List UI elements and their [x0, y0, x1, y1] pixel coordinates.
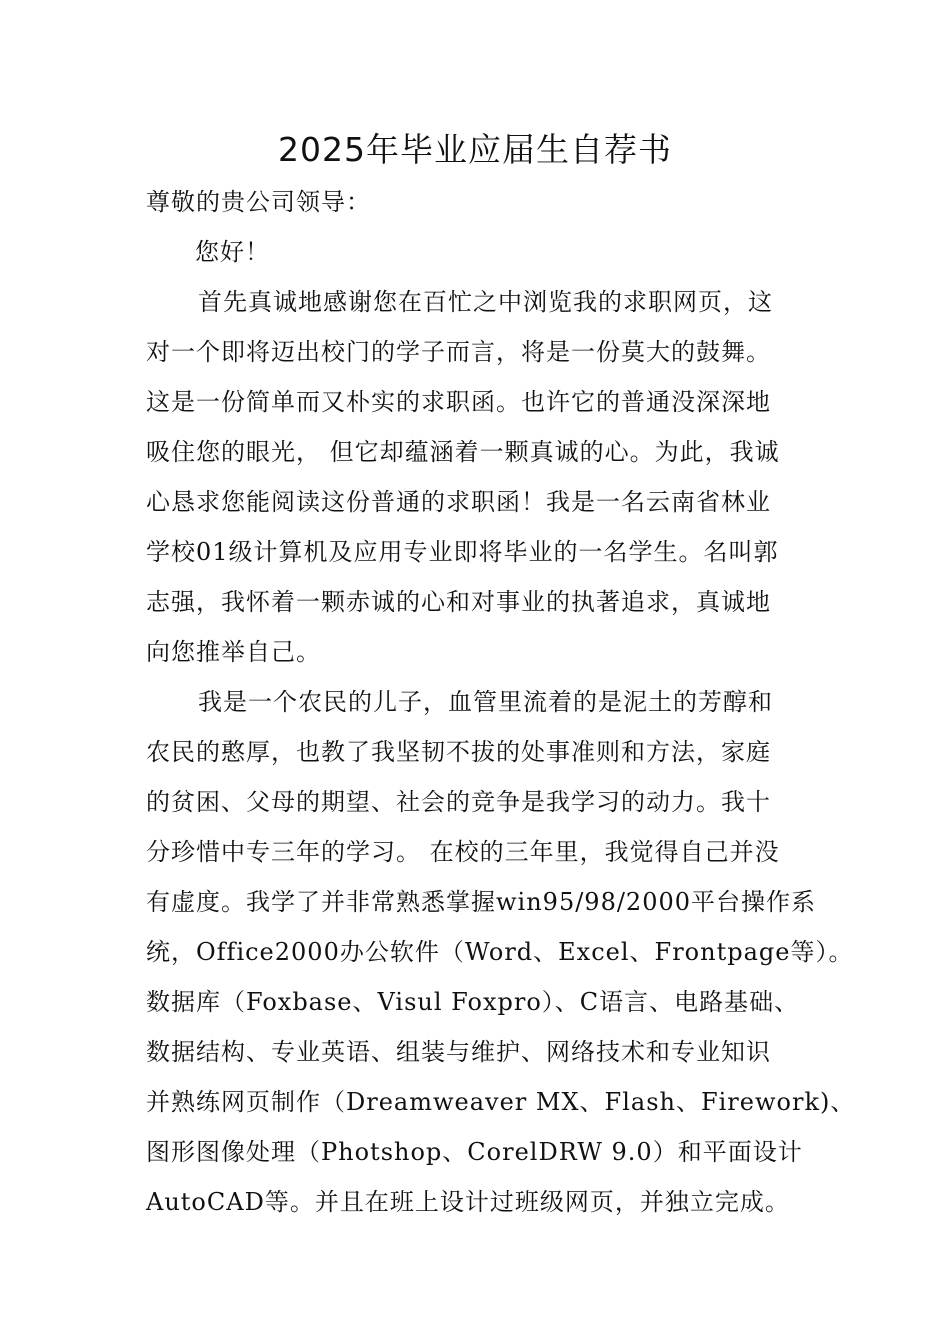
paragraph-line: 首先真诚地感谢您在百忙之中浏览我的求职网页，这 [198, 288, 773, 316]
paragraph-1 [146, 277, 808, 677]
paragraph-line: 有虚度。我学了并非常熟悉掌握win95/98/2000平台操作系 [146, 888, 817, 916]
paragraph-line: 农民的憨厚，也教了我坚韧不拔的处事准则和方法，家庭 [146, 738, 771, 766]
paragraph-line: 志强，我怀着一颗赤诚的心和对事业的执著追求，真诚地 [146, 588, 771, 616]
paragraph-line: 并熟练网页制作（Dreamweaver MX、Flash、Firework)、 [146, 1088, 856, 1116]
paragraph-line: 学校01级计算机及应用专业即将毕业的一名学生。名叫郭 [146, 538, 779, 566]
paragraph-line: 向您推举自己。 [146, 638, 321, 666]
paragraph-line: 这是一份简单而又朴实的求职函。也许它的普通没深深地 [146, 388, 771, 416]
paragraph-line: 分珍惜中专三年的学习。 在校的三年里，我觉得自己并没 [146, 838, 780, 866]
paragraph-line: 心恳求您能阅读这份普通的求职函！我是一名云南省林业 [146, 488, 771, 516]
greeting: 您好！ [195, 238, 270, 266]
paragraph-line: 数据库（Foxbase、Visul Foxpro）、C语言、电路基础、 [146, 988, 800, 1016]
paragraph-2 [146, 677, 856, 1227]
salutation: 尊敬的贵公司领导： [146, 188, 371, 216]
paragraph-line: 吸住您的眼光， 但它却蕴涵着一颗真诚的心。为此，我诚 [146, 438, 780, 466]
paragraph-line: 的贫困、父母的期望、社会的竞争是我学习的动力。我十 [146, 788, 771, 816]
paragraph-line: 对一个即将迈出校门的学子而言，将是一份莫大的鼓舞。 [146, 338, 771, 366]
paragraph-line: 统，Office2000办公软件（Word、Excel、Frontpage等）。 [146, 938, 854, 966]
paragraph-line: 我是一个农民的儿子，血管里流着的是泥土的芳醇和 [198, 688, 773, 716]
paragraph-line: AutoCAD等。并且在班上设计过班级网页，并独立完成。 [146, 1188, 790, 1216]
paragraph-line: 数据结构、专业英语、组装与维护、网络技术和专业知识 [146, 1038, 771, 1066]
document-title: 2025年毕业应届生自荐书 [278, 130, 672, 169]
paragraph-line: 图形图像处理（Photshop、CorelDRW 9.0）和平面设计 [146, 1138, 803, 1166]
